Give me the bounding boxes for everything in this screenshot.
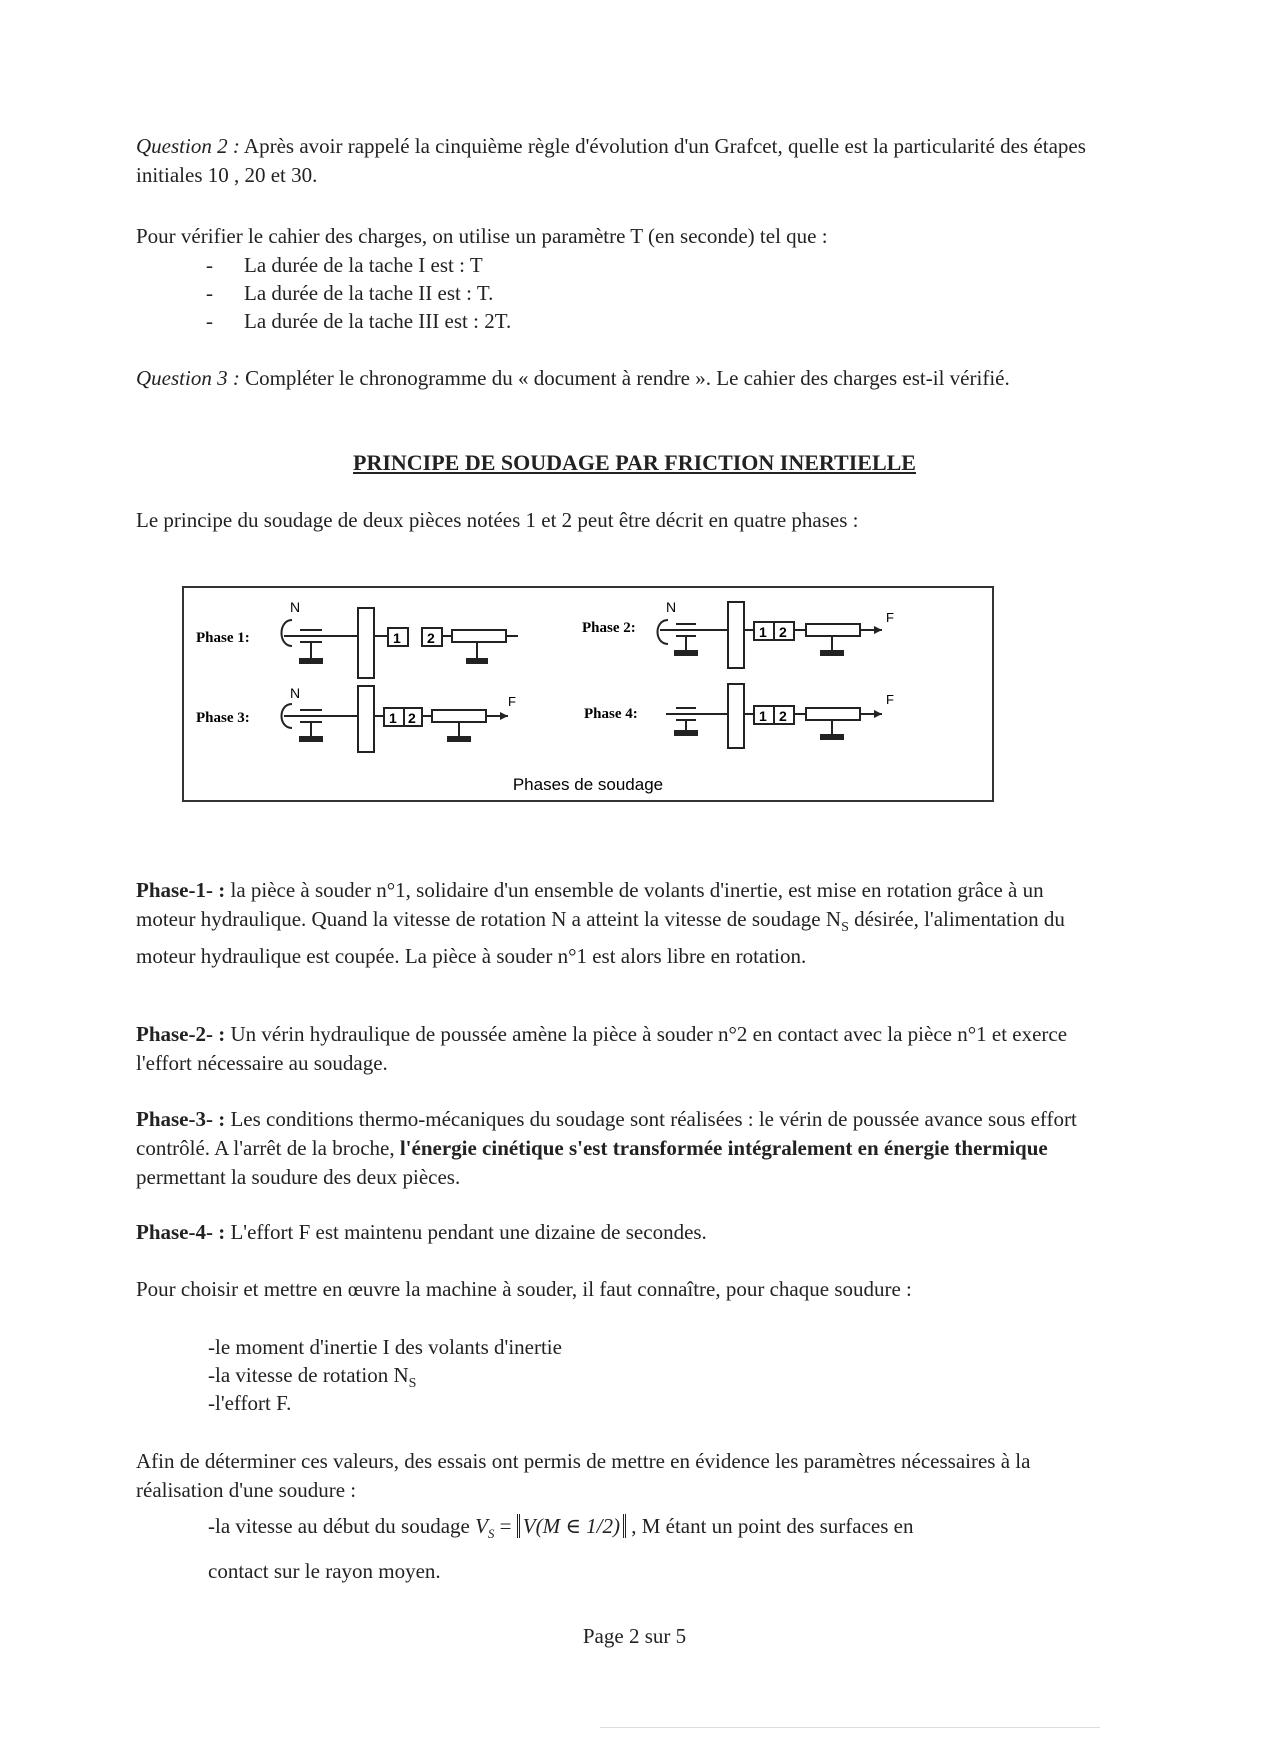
need-inertia: -le moment d'inertie I des volants d'inertie	[208, 1335, 562, 1359]
welding-phases-figure	[182, 586, 994, 802]
phase-2-title: Phase-2- :	[136, 1022, 226, 1046]
question-2-label: Question 2 :	[136, 134, 240, 158]
task-dash: -	[206, 309, 213, 333]
machine-intro: Pour choisir et mettre en œuvre la machine à souder, il faut connaître, pour chaque soudure :	[136, 1277, 912, 1301]
need-force: -l'effort F.	[208, 1391, 292, 1415]
figure-caption: Phases de soudage	[512, 775, 664, 794]
phase-2-label: Phase 2:	[582, 620, 636, 636]
phase-2-text: Un vérin hydraulique de poussée amène la pièce à souder n°2 en contact avec la pièce n°1 et exerce l'effort nécessaire au soudage.	[136, 1022, 1068, 1075]
phase-4-text: L'effort F est maintenu pendant une dizaine de secondes.	[225, 1220, 707, 1244]
task-dash: -	[206, 281, 213, 305]
task-2: La durée de la tache II est : T.	[244, 281, 494, 305]
phase-3-text: Les conditions thermo-mécaniques du soudage sont réalisées : le vérin de poussée avance sous effort contrôlé. A l'arrêt de la broche,	[136, 1107, 1077, 1160]
svg-text:1: 1	[759, 708, 767, 724]
phase-4-label: Phase 4:	[584, 706, 638, 722]
phase-4-title: Phase-4- :	[136, 1220, 226, 1244]
question-3	[136, 364, 1086, 393]
task-1: La durée de la tache I est : T	[244, 253, 483, 277]
svg-text:1: 1	[393, 630, 401, 646]
svg-text:2: 2	[779, 624, 787, 640]
n-label: N	[290, 685, 301, 701]
phase-4-paragraph	[136, 1218, 1086, 1247]
svg-text:1: 1	[389, 710, 397, 726]
phase-1-text-2: désirée, l'alimentation du moteur hydraulique est coupée. La pièce à souder n°1 est alors libre en rotation.	[136, 907, 1065, 969]
svg-text:2: 2	[427, 630, 435, 646]
speed-parameter-line-2: contact sur le rayon moyen.	[208, 1559, 441, 1583]
svg-text:2: 2	[408, 710, 416, 726]
svg-text:F: F	[886, 692, 894, 707]
section-title: PRINCIPE DE SOUDAGE PAR FRICTION INERTIELLE	[353, 450, 916, 475]
phase-3-paragraph	[136, 1105, 1086, 1192]
svg-text:F: F	[508, 694, 516, 709]
tests-intro: Afin de déterminer ces valeurs, des essais ont permis de mettre en évidence les paramètres nécessaires à la réalisation d'une soudure :	[136, 1449, 1031, 1502]
speed-formula: V(M ∈ 1/2)	[517, 1514, 626, 1538]
n-label: N	[290, 599, 301, 615]
parameter-intro: Pour vérifier le cahier des charges, on utilise un paramètre T (en seconde) tel que :	[136, 224, 828, 248]
phase-3-label: Phase 3:	[196, 710, 250, 726]
page-number: Page 2 sur 5	[582, 1624, 687, 1648]
task-dash: -	[206, 253, 213, 277]
question-3-label: Question 3 :	[136, 366, 240, 390]
question-2-text: Après avoir rappelé la cinquième règle d'évolution d'un Grafcet, quelle est la particularité des étapes initiales 10 , 20 et 30.	[136, 134, 1086, 187]
svg-text:2: 2	[779, 708, 787, 724]
divider	[600, 1727, 1100, 1728]
need-speed: -la vitesse de rotation $N_S$	[208, 1363, 417, 1392]
ram	[452, 630, 506, 642]
question-3-text: Compléter le chronogramme du « document à rendre ». Le cahier des charges est-il vérifié.	[239, 366, 1010, 390]
phase-2-paragraph	[136, 1020, 1086, 1078]
phase-3-title: Phase-3- :	[136, 1107, 226, 1131]
question-2	[136, 132, 1086, 190]
n-label: N	[666, 599, 677, 615]
phase-1-title: Phase-1- :	[136, 878, 226, 902]
phase-1-paragraph	[136, 876, 1086, 971]
phase-3-bold-text: l'énergie cinétique s'est transformée intégralement en énergie thermique	[399, 1136, 1048, 1160]
phase-1-label: Phase 1:	[196, 630, 250, 646]
task-3: La durée de la tache III est : 2T.	[244, 309, 512, 333]
speed-parameter: -la vitesse au début du soudage $V_S = V(M$ ∈ 1/2) , M étant un point des surfaces en	[208, 1514, 914, 1542]
ground-icon	[299, 658, 323, 664]
phase-1-text: la pièce à souder n°1, solidaire d'un ensemble de volants d'inertie, est mise en rotation grâce à un moteur hydraulique. Quand la vitesse de rotation N a atteint la vitesse de soudage N	[136, 878, 1044, 931]
svg-text:1: 1	[759, 624, 767, 640]
flywheel	[358, 608, 374, 678]
svg-text:F: F	[886, 610, 894, 625]
principle-intro: Le principe du soudage de deux pièces notées 1 et 2 peut être décrit en quatre phases :	[136, 508, 859, 532]
phase-3-text-2: permettant la soudure des deux pièces.	[136, 1165, 461, 1189]
phase-1-subscript: S	[841, 920, 849, 936]
